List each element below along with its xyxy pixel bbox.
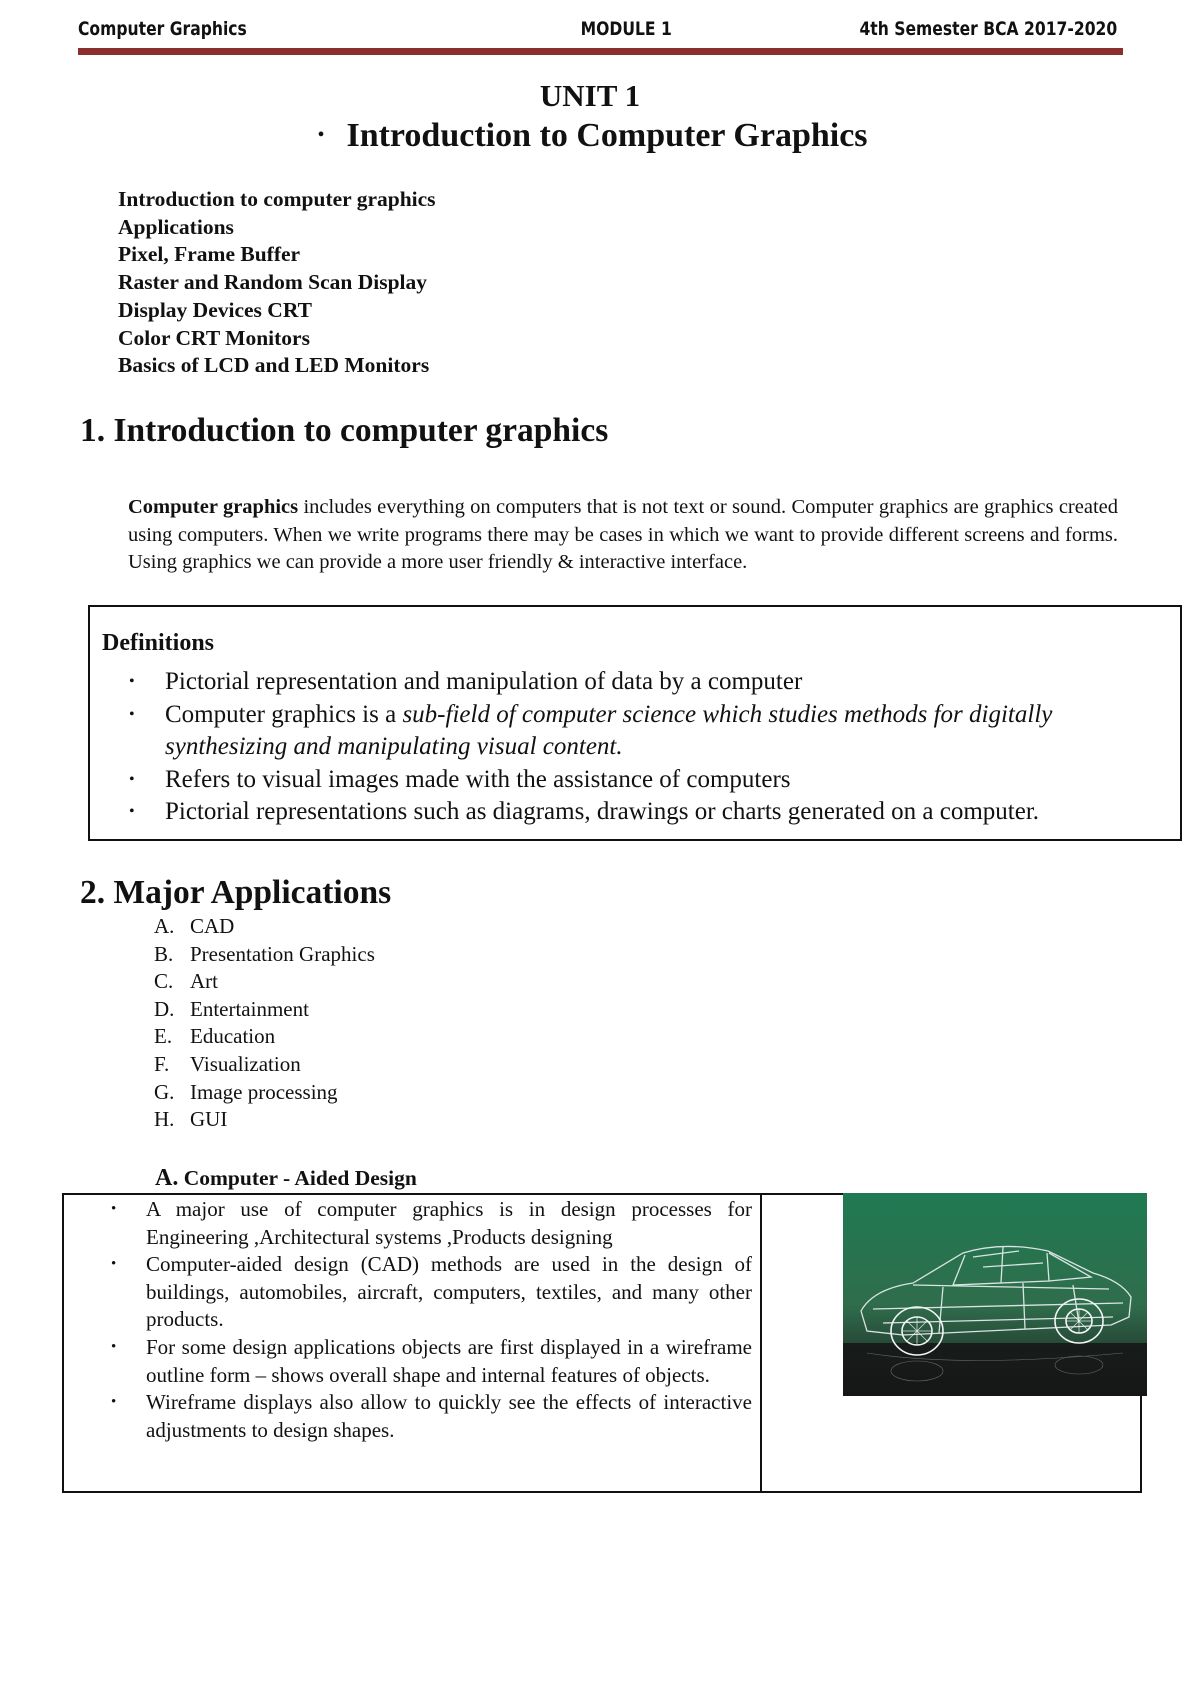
page-header	[78, 18, 1118, 42]
topic-item: Pixel, Frame Buffer	[118, 242, 301, 267]
unit-subtitle-bullet: •	[317, 124, 325, 146]
unit-subtitle-text: Introduction to Computer Graphics	[346, 117, 868, 154]
cad-points	[108, 1196, 752, 1444]
topic-item: Basics of LCD and LED Monitors	[118, 353, 430, 378]
header-module: MODULE 1	[580, 18, 672, 40]
header-semester: 4th Semester BCA 2017-2020	[859, 18, 1118, 40]
section-heading-applications: 2. Major Applications	[80, 874, 392, 911]
definition-item: • Refers to visual images made with the assistance of computers	[129, 765, 791, 793]
topic-item: Display Devices CRT	[118, 297, 312, 322]
application-item: H. GUI	[154, 1107, 228, 1132]
header-course: Computer Graphics	[78, 18, 247, 40]
definition-item: • Pictorial representation and manipulation of data by a computer	[129, 668, 803, 695]
intro-lead: Computer graphics	[128, 496, 299, 518]
cad-point: • For some design applications objects are first displayed in a wireframe outline form – shows overall shape and internal features of objects.	[111, 1334, 752, 1387]
application-item: B. Presentation Graphics	[154, 941, 375, 966]
applications-list	[154, 913, 375, 1134]
cad-table-divider	[760, 1193, 762, 1493]
definition-item: • Pictorial representations such as diagrams, drawings or charts generated on a computer.	[129, 798, 1040, 825]
section-heading-intro: 1. Introduction to computer graphics	[80, 412, 609, 449]
cad-point: • Wireframe displays also allow to quickly see the effects of interactive adjustments to design shapes.	[111, 1390, 752, 1442]
definition-item: • Computer graphics is a sub-field of computer science which studies methods for digitally synthesizing and manipulating visual content.	[129, 700, 1053, 760]
header-rule	[78, 48, 1123, 55]
application-item: C. Art	[154, 969, 218, 994]
topic-item: Raster and Random Scan Display	[118, 270, 428, 295]
cad-point: • A major use of computer graphics is in design processes for Engineering ,Architectural systems ,Products designing	[111, 1197, 752, 1249]
intro-body: includes everything on computers that is not text or sound. Computer graphics are graphics created using computers. When we write programs there may be cases in which we want to provide different screens and forms. Using graphics we can provide a more user friendly & interactive interface.	[128, 496, 1118, 573]
unit-subtitle	[0, 117, 1185, 155]
application-item: F. Visualization	[154, 1051, 301, 1076]
topic-item: Applications	[118, 214, 234, 239]
application-item: G. Image processing	[154, 1079, 338, 1104]
unit-title: UNIT 1	[539, 78, 641, 113]
intro-paragraph	[128, 494, 1118, 577]
application-item: D. Entertainment	[154, 996, 309, 1021]
definitions-title: Definitions	[102, 630, 215, 656]
application-item: A. CAD	[154, 914, 235, 938]
topic-list	[118, 186, 436, 380]
topic-item: Color CRT Monitors	[118, 325, 310, 350]
application-item: E. Education	[154, 1024, 276, 1049]
cad-point: • Computer-aided design (CAD) methods are used in the design of buildings, automobiles, aircraft, computers, textiles, and many other products.	[111, 1252, 752, 1332]
definitions-list	[125, 666, 1180, 829]
topic-item: Introduction to computer graphics	[118, 187, 436, 211]
wireframe-car-image	[843, 1193, 1147, 1396]
cad-heading: A. Computer - Aided Design	[155, 1165, 417, 1191]
